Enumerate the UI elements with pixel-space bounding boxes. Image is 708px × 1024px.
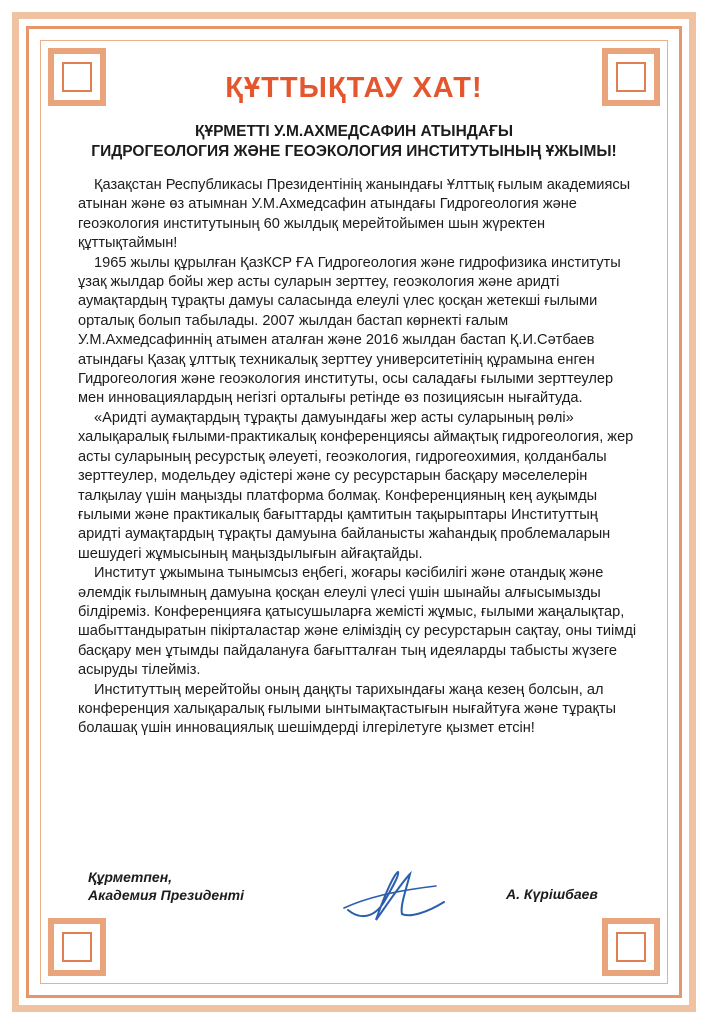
body-paragraph-4: Институт ұжымына тынымсыз еңбегі, жоғары кәсібилігі және отандық және әлемдік ғылымның дамуына қосқан елеулі үлесі үшін шынайы алғысымызды білдіреміз. Конференцияға қатысушыларға жемісті жұмыс, ғылыми жаңалықтар, шабыттандыратын пікірталастар және еліміздің су ресурстарын сақтау, оны тиімді басқару мен ұтымды пайдалануға бағытталған тың идеяларды табысты жүзеге асыруды тілейміз.: [78, 565, 637, 679]
signer-name: А. Күрішбаев: [506, 886, 598, 902]
closing-salutation: Құрметпен,: [88, 869, 173, 885]
body-paragraph-1: Қазақстан Республикасы Президентінің жанындағы Ұлттық ғылым академиясы атынан және өз атымнан У.М.Ахмедсафин атындағы Гидрогеология және геоэкология институтының 60 жылдық мерейтойымен шын жүректен құттықтаймын!: [78, 177, 631, 252]
body-paragraph-5: Институттың мерейтойы оның даңқты тарихындағы жаңа кезең болсын, ал конференция халықаралық ғылыми ынтымақтастығын нығайтуға және тұрақты болашақ үшін инновациялық шешімдерді ілгерілетуге қызмет етсін!: [78, 681, 617, 737]
closing-title: Академия Президенті: [88, 887, 244, 903]
closing-block: [88, 868, 244, 904]
corner-ornament-bottom-left: [48, 918, 106, 976]
addressee-block: [60, 122, 648, 162]
corner-ornament-bottom-right: [602, 918, 660, 976]
signature-icon: [340, 862, 450, 932]
letter-title: ҚҰТТЫҚТАУ ХАТ!: [225, 72, 483, 104]
body-paragraph-2: 1965 жылы құрылған ҚазКСР ҒА Гидрогеология және гидрофизика институты ұзақ жылдар бойы жер асты суларын зерттеу, геоэкология және аридті аумақтардың тұрақты дамуы саласында елеулі үлес қосқан жетекші ғылыми орталық болып табылады. 2007 жылдан бастап көрнекті ғалым У.М.Ахмедсафиннің атымен аталған және 2016 жылдан бастап Қ.И.Сәтбаев атындағы Қазақ ұлттық техникалық зерттеу университетінің құрамына енген Гидрогеология және геоэкология институты, осы саладағы ғылыми зерттеулер мен инновациялардың негізгі орталығы ретінде өз позициясын нығайтуда.: [78, 254, 621, 407]
addressee-line-1: ҚҰРМЕТТІ У.М.АХМЕДСАФИН АТЫНДАҒЫ: [194, 123, 513, 140]
addressee-line-2: ГИДРОГЕОЛОГИЯ ЖӘНЕ ГЕОЭКОЛОГИЯ ИНСТИТУТЫНЫҢ ҰЖЫМЫ!: [91, 143, 617, 160]
body-paragraph-3: «Аридті аумақтардың тұрақты дамуындағы жер асты суларының рөлі» халықаралық ғылыми-практикалық конференциясы аймақтық гидрогеология, жер асты суларының ресурстық әлеуеті, геоэкология, гидрогеохимия, қолданбалы зерттеулер, модельдеу әдістері және су ресурстарын басқару мәселелерін талқылау үшін маңызды платформа болмақ. Конференцияның кең ауқымды ғылыми және практикалық бағыттарды қамтитын тақырыптары Институттың аридті аумақтардың тұрақты дамуына байланысты жаһандық проблемаларын шешудегі жұмысының маңыздылығын айғақтайды.: [78, 409, 634, 562]
letter-body: [78, 176, 643, 739]
